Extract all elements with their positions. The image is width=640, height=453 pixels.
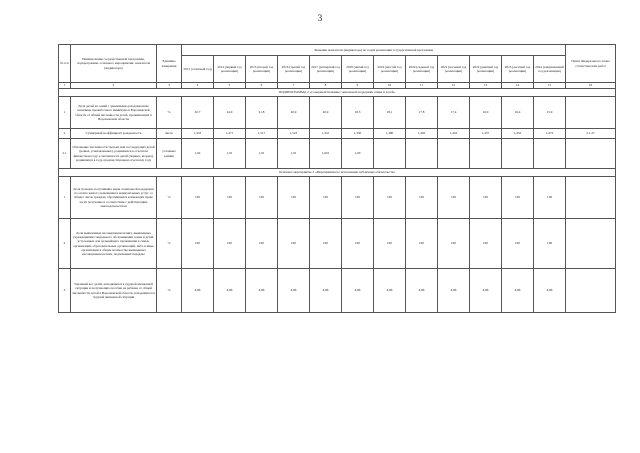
column-number: 14 xyxy=(502,83,534,89)
column-number: 13 xyxy=(470,83,502,89)
header-unit: Единицы измерения xyxy=(157,45,182,83)
value-cell: 20,9 xyxy=(310,97,342,129)
value-cell: 4,86 xyxy=(374,269,406,313)
value-cell: 1,471 xyxy=(214,129,246,139)
row-number: 2 xyxy=(59,129,71,139)
value-cell xyxy=(374,139,406,169)
column-number: 5 xyxy=(214,83,246,89)
row-number: 1 xyxy=(59,97,71,129)
value-cell: 100 xyxy=(406,177,438,219)
value-cell: 4,86 xyxy=(182,269,214,313)
value-cell: 100 xyxy=(246,219,278,269)
value-cell: 4,86 xyxy=(406,269,438,313)
value-cell: 1,517 xyxy=(246,129,278,139)
value-cell: 21,8 xyxy=(246,97,278,129)
header-year-2: 2014 (первый год реализации) xyxy=(214,56,246,83)
indicators-table xyxy=(58,44,616,313)
unit-cell: % xyxy=(157,97,182,129)
value-cell: 16,4 xyxy=(502,97,534,129)
section-title: Основное мероприятие 3 «Мероприятия по исполнению публичных обязательств» xyxy=(59,169,616,177)
row-number: 2 xyxy=(59,219,71,269)
unit-cell: условных единиц xyxy=(157,139,182,169)
header-values-group: Значения показателя (индикатора) по годам реализации государственной программы xyxy=(182,45,566,56)
unit-cell: % xyxy=(157,269,182,313)
value-cell xyxy=(470,139,502,169)
value-cell: 4,86 xyxy=(342,269,374,313)
header-year-12: 2024 (завершающий год реализации) xyxy=(534,56,566,83)
unit-cell: % xyxy=(157,177,182,219)
value-cell: 4,86 xyxy=(470,269,502,313)
table-row xyxy=(59,219,616,269)
value-cell: 1,341 xyxy=(310,129,342,139)
header-year-8: 2020 (седьмой год реализации) xyxy=(406,56,438,83)
value-cell: 100 xyxy=(278,219,310,269)
federal-plan-cell: 2.1.27 xyxy=(566,129,616,139)
row-number: 3 xyxy=(59,269,71,313)
federal-plan-cell xyxy=(566,269,616,313)
value-cell: 100 xyxy=(438,177,470,219)
column-number: 9 xyxy=(342,83,374,89)
value-cell: 100 xyxy=(374,177,406,219)
section-title: ПОДПРОГРАММА 2 «Совершенствование социальной поддержки семьи и детей» xyxy=(59,89,616,97)
table-row xyxy=(59,139,616,169)
federal-plan-cell xyxy=(566,139,616,169)
header-name: Наименование государственной программы, подпрограммы, основного мероприятия, показателя (индикатора) xyxy=(71,45,157,83)
column-number: 6 xyxy=(246,83,278,89)
column-number: 11 xyxy=(406,83,438,89)
value-cell: 100 xyxy=(470,177,502,219)
value-cell: 1,01 xyxy=(278,139,310,169)
value-cell: 100 xyxy=(342,219,374,269)
header-year-11: 2023 (десятый год реализации) xyxy=(502,56,534,83)
header-federal: Пункт Федерального плана статистических работ xyxy=(566,45,616,83)
value-cell: 1,402 xyxy=(406,129,438,139)
section-row xyxy=(59,169,616,177)
value-cell: 100 xyxy=(182,177,214,219)
federal-plan-cell xyxy=(566,219,616,269)
value-cell xyxy=(534,139,566,169)
value-cell: 20,9 xyxy=(278,97,310,129)
header-year-4: 2016 (третий год реализации) xyxy=(278,56,310,83)
column-number: 12 xyxy=(438,83,470,89)
value-cell: 100 xyxy=(278,177,310,219)
indicator-name: Суммарный коэффициент рождаемости xyxy=(71,129,157,139)
value-cell: 16,9 xyxy=(470,97,502,129)
indicator-name: Доля граждан, получивших меры социальной поддержки по оплате жилого помещения и коммунальных услуг, от общего числа граждан, обратившихся и имеющих право на их получение в соответствии с действующим законодательством xyxy=(71,177,157,219)
value-cell: 100 xyxy=(342,177,374,219)
page-number: 3 xyxy=(317,13,323,23)
header-year-5: 2017 (четвертый год реализации) xyxy=(310,56,342,83)
value-cell: 18,1 xyxy=(374,97,406,129)
header-year-9: 2021 (восьмой год реализации) xyxy=(438,56,470,83)
column-number: 15 xyxy=(534,83,566,89)
value-cell: 100 xyxy=(182,219,214,269)
value-cell: 1,523 xyxy=(278,129,310,139)
indicator-name: Доля выявленных несовершеннолетних, выявленных учреждениями социального обслуживания семьи и детей, устроенных для дальнейшего проживания в семьи, организаций, образовательных организаций, либо в иные организации в общем количестве выявленных несовершеннолетних, подлежащих передаче xyxy=(71,219,157,269)
value-cell: 100 xyxy=(502,177,534,219)
header-year-10: 2022 (девятый год реализации) xyxy=(470,56,502,83)
value-cell: 4,86 xyxy=(310,269,342,313)
value-cell xyxy=(438,139,470,169)
value-cell: 4,86 xyxy=(214,269,246,313)
indicator-name: Отношение численности третьих или последующих детей (новых, усыновленных), родившихся в отчетном финансовом году, к численности детей (первых, вторых), родившихся в году, предшествующем отчетному году xyxy=(71,139,157,169)
column-number: 2 xyxy=(71,83,157,89)
value-cell: 1,390 xyxy=(374,129,406,139)
value-cell: 100 xyxy=(470,219,502,269)
value-cell: 100 xyxy=(214,219,246,269)
value-cell: 100 xyxy=(246,177,278,219)
table-row xyxy=(59,177,616,219)
value-cell: 100 xyxy=(310,219,342,269)
value-cell: 1,01 xyxy=(246,139,278,169)
column-number: 16 xyxy=(566,83,616,89)
header-no: № п/п xyxy=(59,45,71,83)
value-cell: 20,7 xyxy=(182,97,214,129)
indicator-name: Доля детей из семей с денежными доходами ниже величины прожиточного минимума в Воронежской области от общей численности детей, проживающих в Воронежской области xyxy=(71,97,157,129)
value-cell: 4,86 xyxy=(534,269,566,313)
column-number: 7 xyxy=(278,83,310,89)
value-cell: 100 xyxy=(374,219,406,269)
value-cell: 1,01 xyxy=(214,139,246,169)
column-number: 3 xyxy=(157,83,182,89)
value-cell: 17,8 xyxy=(406,97,438,129)
value-cell: 100 xyxy=(438,219,470,269)
value-cell: 4,86 xyxy=(502,269,534,313)
value-cell: 1,452 xyxy=(502,129,534,139)
value-cell: 15,9 xyxy=(534,97,566,129)
value-cell: 1,416 xyxy=(438,129,470,139)
value-cell: 100 xyxy=(534,177,566,219)
indicator-name: Удельный вес детей, находящихся в трудной жизненной ситуации и получающих пособие на ребенка от общей численности детей в Воронежской области, находящихся в трудной жизненной ситуации xyxy=(71,269,157,313)
value-cell: 100 xyxy=(534,219,566,269)
header-year-6: 2018 (пятый год реализации) xyxy=(342,56,374,83)
header-year-3: 2015 (второй год реализации) xyxy=(246,56,278,83)
federal-plan-cell xyxy=(566,177,616,219)
value-cell xyxy=(406,139,438,169)
value-cell: 24,9 xyxy=(214,97,246,129)
value-cell: 1,001 xyxy=(310,139,342,169)
value-cell: 4,86 xyxy=(278,269,310,313)
row-number: 1 xyxy=(59,177,71,219)
value-cell: 100 xyxy=(406,219,438,269)
value-cell: 100 xyxy=(310,177,342,219)
value-cell: 18,3 xyxy=(342,97,374,129)
section-row xyxy=(59,89,616,97)
column-number: 8 xyxy=(310,83,342,89)
value-cell: 1,472 xyxy=(534,129,566,139)
federal-plan-cell xyxy=(566,97,616,129)
value-cell: 1,330 xyxy=(342,129,374,139)
header-year-7: 2019 (шестой год реализации) xyxy=(374,56,406,83)
value-cell: 17,4 xyxy=(438,97,470,129)
value-cell xyxy=(502,139,534,169)
unit-cell: % xyxy=(157,219,182,269)
header-year-1: 2013 (отчетный год) xyxy=(182,56,214,83)
column-number: 10 xyxy=(374,83,406,89)
table-row xyxy=(59,269,616,313)
value-cell: 1,00 xyxy=(342,139,374,169)
table-row xyxy=(59,97,616,129)
value-cell: 1,453 xyxy=(182,129,214,139)
unit-cell: число xyxy=(157,129,182,139)
value-cell: 100 xyxy=(502,219,534,269)
column-number: 4 xyxy=(182,83,214,89)
value-cell: 4,86 xyxy=(438,269,470,313)
value-cell: 1,04 xyxy=(182,139,214,169)
value-cell: 100 xyxy=(214,177,246,219)
row-number: 2.1 xyxy=(59,139,71,169)
table-row xyxy=(59,129,616,139)
value-cell: 1,457 xyxy=(470,129,502,139)
value-cell: 4,86 xyxy=(246,269,278,313)
column-number: 1 xyxy=(59,83,71,89)
